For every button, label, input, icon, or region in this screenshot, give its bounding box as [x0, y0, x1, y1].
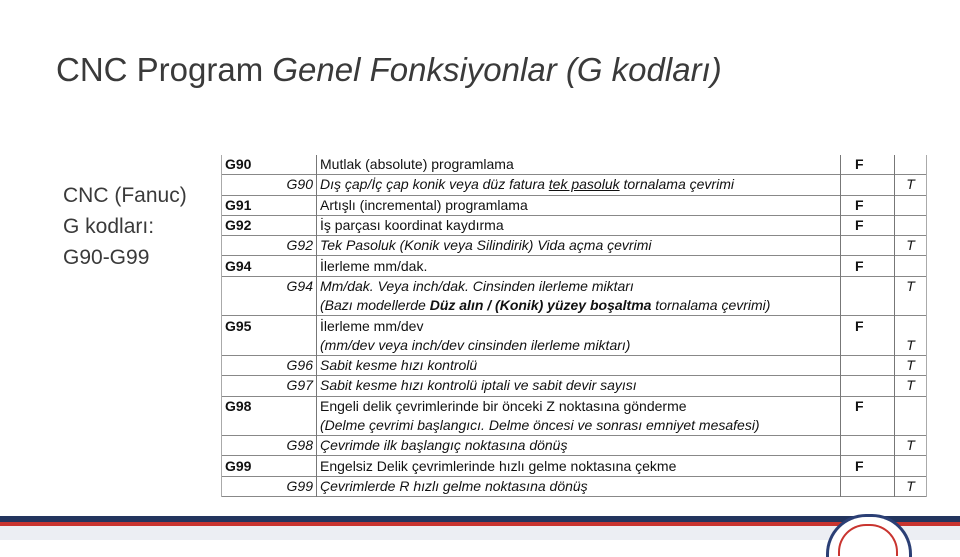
- fanuc-flag-cell: [841, 416, 895, 436]
- description-cell: Engelsiz Delik çevrimlerinde hızlı gelme noktasına çekme: [317, 456, 841, 476]
- table-row: [222, 215, 927, 235]
- turning-flag-cell: [895, 215, 927, 235]
- table-row: [222, 396, 927, 416]
- turning-flag-cell: [895, 195, 927, 215]
- page-title: [56, 48, 756, 92]
- description-cell: [317, 296, 841, 316]
- table-row: [222, 355, 927, 375]
- table-row: [222, 155, 927, 175]
- description-cell: (mm/dev veya inch/dev cinsinden ilerleme miktarı): [317, 336, 841, 356]
- table-row: [222, 416, 927, 436]
- sidebar-line-3: G90-G99: [63, 246, 150, 269]
- description-text: tornalama çevrimi): [651, 297, 771, 314]
- fanuc-flag-cell: F: [841, 456, 895, 476]
- code-fanuc-cell: G90: [222, 155, 317, 175]
- code-fanuc-cell: G97: [222, 376, 317, 396]
- description-text: (Bazı modellerde: [320, 297, 430, 314]
- code-fanuc-cell: G94: [222, 256, 317, 276]
- description-bold: Düz alın / (Konik) yüzey boşaltma: [429, 297, 652, 314]
- fanuc-flag-cell: F: [841, 215, 895, 235]
- description-cell: İlerleme mm/dev: [317, 316, 841, 336]
- table-row: [222, 236, 927, 256]
- turning-flag-cell: [895, 396, 927, 416]
- code-fanuc-cell: G94: [222, 276, 317, 296]
- fanuc-flag-cell: [841, 336, 895, 356]
- code-fanuc-cell: G95: [222, 316, 317, 336]
- description-cell: [317, 175, 841, 195]
- fanuc-flag-cell: [841, 355, 895, 375]
- table-row: [222, 175, 927, 195]
- turning-flag-cell: [895, 416, 927, 436]
- title-italic: Genel Fonksiyonlar (G kodları): [272, 51, 722, 88]
- turning-flag-cell: T: [895, 175, 927, 195]
- fanuc-flag-cell: [841, 276, 895, 296]
- table-row: [222, 296, 927, 316]
- code-fanuc-cell: G96: [222, 355, 317, 375]
- description-text: tornalama çevrimi: [619, 176, 734, 193]
- turning-flag-cell: [895, 155, 927, 175]
- code-fanuc-cell: G92: [222, 236, 317, 256]
- turning-flag-cell: [895, 456, 927, 476]
- g-code-table: [221, 155, 927, 497]
- description-cell: Sabit kesme hızı kontrolü iptali ve sabit devir sayısı: [317, 376, 841, 396]
- description-cell: Engeli delik çevrimlerinde bir önceki Z noktasına gönderme: [317, 396, 841, 416]
- table-row: [222, 195, 927, 215]
- code-fanuc-cell: [222, 296, 317, 316]
- fanuc-flag-cell: F: [841, 195, 895, 215]
- description-cell: Tek Pasoluk (Konik veya Silindirik) Vida açma çevrimi: [317, 236, 841, 256]
- code-fanuc-cell: [222, 416, 317, 436]
- description-cell: Çevrimlerde R hızlı gelme noktasına dönüş: [317, 476, 841, 496]
- table-row: [222, 256, 927, 276]
- table-row: [222, 456, 927, 476]
- turning-flag-cell: T: [895, 276, 927, 296]
- description-text: Dış çap/İç çap konik veya düz fatura: [320, 176, 549, 193]
- sidebar-line-1: CNC (Fanuc): [63, 184, 187, 207]
- fanuc-flag-cell: [841, 236, 895, 256]
- table-row: [222, 336, 927, 356]
- code-fanuc-cell: G98: [222, 436, 317, 456]
- code-fanuc-cell: G99: [222, 476, 317, 496]
- fanuc-flag-cell: F: [841, 155, 895, 175]
- turning-flag-cell: T: [895, 476, 927, 496]
- description-underlined: tek pasoluk: [548, 176, 620, 193]
- sidebar-text: [63, 180, 187, 273]
- code-fanuc-cell: G92: [222, 215, 317, 235]
- turning-flag-cell: [895, 256, 927, 276]
- turning-flag-cell: T: [895, 376, 927, 396]
- fanuc-flag-cell: F: [841, 396, 895, 416]
- turning-flag-cell: T: [895, 436, 927, 456]
- fanuc-flag-cell: [841, 436, 895, 456]
- code-fanuc-cell: G90: [222, 175, 317, 195]
- table-row: [222, 476, 927, 496]
- turning-flag-cell: T: [895, 236, 927, 256]
- table-row: [222, 436, 927, 456]
- description-cell: İş parçası koordinat kaydırma: [317, 215, 841, 235]
- table-row: [222, 316, 927, 336]
- description-cell: Sabit kesme hızı kontrolü: [317, 355, 841, 375]
- fanuc-flag-cell: [841, 175, 895, 195]
- code-fanuc-cell: G91: [222, 195, 317, 215]
- description-cell: (Delme çevrimi başlangıcı. Delme öncesi ve sonrası emniyet mesafesi): [317, 416, 841, 436]
- turning-flag-cell: [895, 296, 927, 316]
- code-fanuc-cell: G99: [222, 456, 317, 476]
- sidebar-line-2: G kodları:: [63, 215, 155, 238]
- fanuc-flag-cell: [841, 476, 895, 496]
- description-cell: İlerleme mm/dak.: [317, 256, 841, 276]
- description-cell: Çevrimde ilk başlangıç noktasına dönüş: [317, 436, 841, 456]
- turning-flag-cell: T: [895, 355, 927, 375]
- fanuc-flag-cell: F: [841, 316, 895, 336]
- fanuc-flag-cell: [841, 296, 895, 316]
- description-cell: Mm/dak. Veya inch/dak. Cinsinden ilerleme miktarı: [317, 276, 841, 296]
- table-row: [222, 376, 927, 396]
- fanuc-flag-cell: F: [841, 256, 895, 276]
- turning-flag-cell: T: [895, 336, 927, 356]
- fanuc-flag-cell: [841, 376, 895, 396]
- code-fanuc-cell: [222, 336, 317, 356]
- description-cell: Mutlak (absolute) programlama: [317, 155, 841, 175]
- description-cell: Artışlı (incremental) programlama: [317, 195, 841, 215]
- footer-bar-light: [0, 526, 960, 540]
- title-plain: CNC Program: [56, 51, 273, 88]
- code-fanuc-cell: G98: [222, 396, 317, 416]
- table-row: [222, 276, 927, 296]
- turning-flag-cell: [895, 316, 927, 336]
